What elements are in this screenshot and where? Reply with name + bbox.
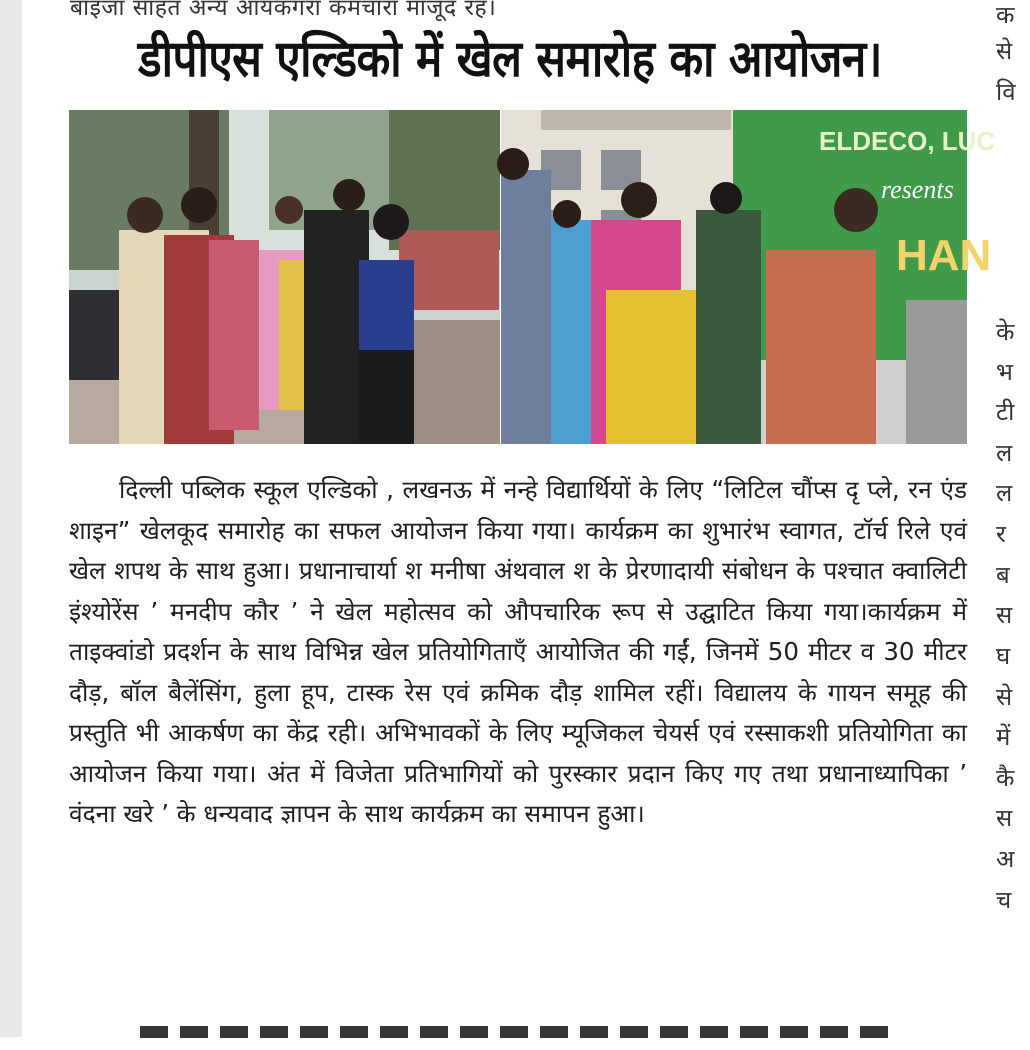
event-photo-right bbox=[501, 110, 996, 444]
adjacent-column-char: ब bbox=[996, 561, 1010, 589]
adjacent-column-char: अ bbox=[996, 845, 1015, 873]
article-body: दिल्ली पब्लिक स्कूल एल्डिको , लखनऊ में नन्हे विद्यार्थियों के लिए “लिटिल चौंप्स दृ प्ले, रन एंड शाइन” खेलकूद समारोह का सफल आयोजन किया गया। कार्यक्रम का शुभारंभ स्वागत, टॉर्च रिले एवं खेल शपथ के साथ हुआ। प्रधानाचार्या श मनीषा अंथवाल श के प्रेरणादायी संबोधन के पश्चात क्वालिटी इंश्योरेंस ’ मनदीप कौर ’ ने खेल महोत्सव को औपचारिक रूप से उद्घाटित किया गया।कार्यक्रम में ताइक्वांडो प्रदर्शन के साथ विभिन्न खेल प्रतियोगिताएँ आयोजित की गईं, जिनमें 50 मीटर व 30 मीटर दौड़, बॉल बैलेंसिंग, हुला हूप, टास्क रेस एवं क्रमिक दौड़ शामिल रहीं। विद्यालय के गायन समूह की प्रस्तुति भी आकर्षण का केंद्र रही। अभिभावकों के लिए म्यूजिकल चेयर्स एवं रस्साकशी प्रतियोगिता का आयोजन किया गया। अंत में विजेता प्रतिभागियों को पुरस्कार प्रदान किए गए तथा प्रधानाध्यापिका ’ वंदना खरे ’ के धन्यवाद ज्ञापन के साथ कार्यक्रम का समापन हुआ। bbox=[69, 475, 967, 828]
adjacent-column-char: ल bbox=[996, 479, 1013, 507]
previous-article-fragment: बाइजा साहत अन्य आयकगरा कमचारा माजूद रह। bbox=[70, 0, 497, 21]
adjacent-column-char: के bbox=[996, 318, 1015, 346]
adjacent-column-char: कै bbox=[996, 764, 1015, 792]
next-headline-cropped-strokes bbox=[140, 1026, 900, 1038]
article-headline: डीपीएस एल्डिको में खेल समारोह का आयोजन। bbox=[138, 30, 882, 89]
adjacent-column-char: क bbox=[996, 1, 1015, 29]
adjacent-column-char: से bbox=[996, 37, 1013, 65]
adjacent-column-char: स bbox=[996, 804, 1013, 832]
event-photo-right-illustration bbox=[501, 110, 996, 444]
adjacent-column-char: घ bbox=[996, 642, 1011, 670]
adjacent-column-char: ल bbox=[996, 439, 1013, 467]
adjacent-column-char: भ bbox=[996, 358, 1013, 386]
adjacent-column-fragment bbox=[990, 0, 1030, 1037]
banner-text-title: HAN bbox=[896, 231, 992, 280]
event-photo-left-illustration bbox=[69, 110, 500, 444]
banner-text-presents: resents bbox=[881, 175, 954, 204]
page-margin bbox=[0, 0, 22, 1037]
adjacent-column-char: च bbox=[996, 886, 1012, 914]
next-article-headline-fragment bbox=[140, 1020, 900, 1050]
adjacent-column-char: टी bbox=[996, 398, 1015, 426]
adjacent-column-char: र bbox=[996, 520, 1006, 548]
adjacent-column-char: में bbox=[996, 723, 1011, 751]
banner-text-eldeco: ELDECO, LUC bbox=[819, 126, 996, 156]
adjacent-column-char: वि bbox=[996, 78, 1016, 106]
adjacent-column-char: स bbox=[996, 601, 1013, 629]
adjacent-column-char: से bbox=[996, 683, 1013, 711]
event-photo-left bbox=[69, 110, 500, 444]
